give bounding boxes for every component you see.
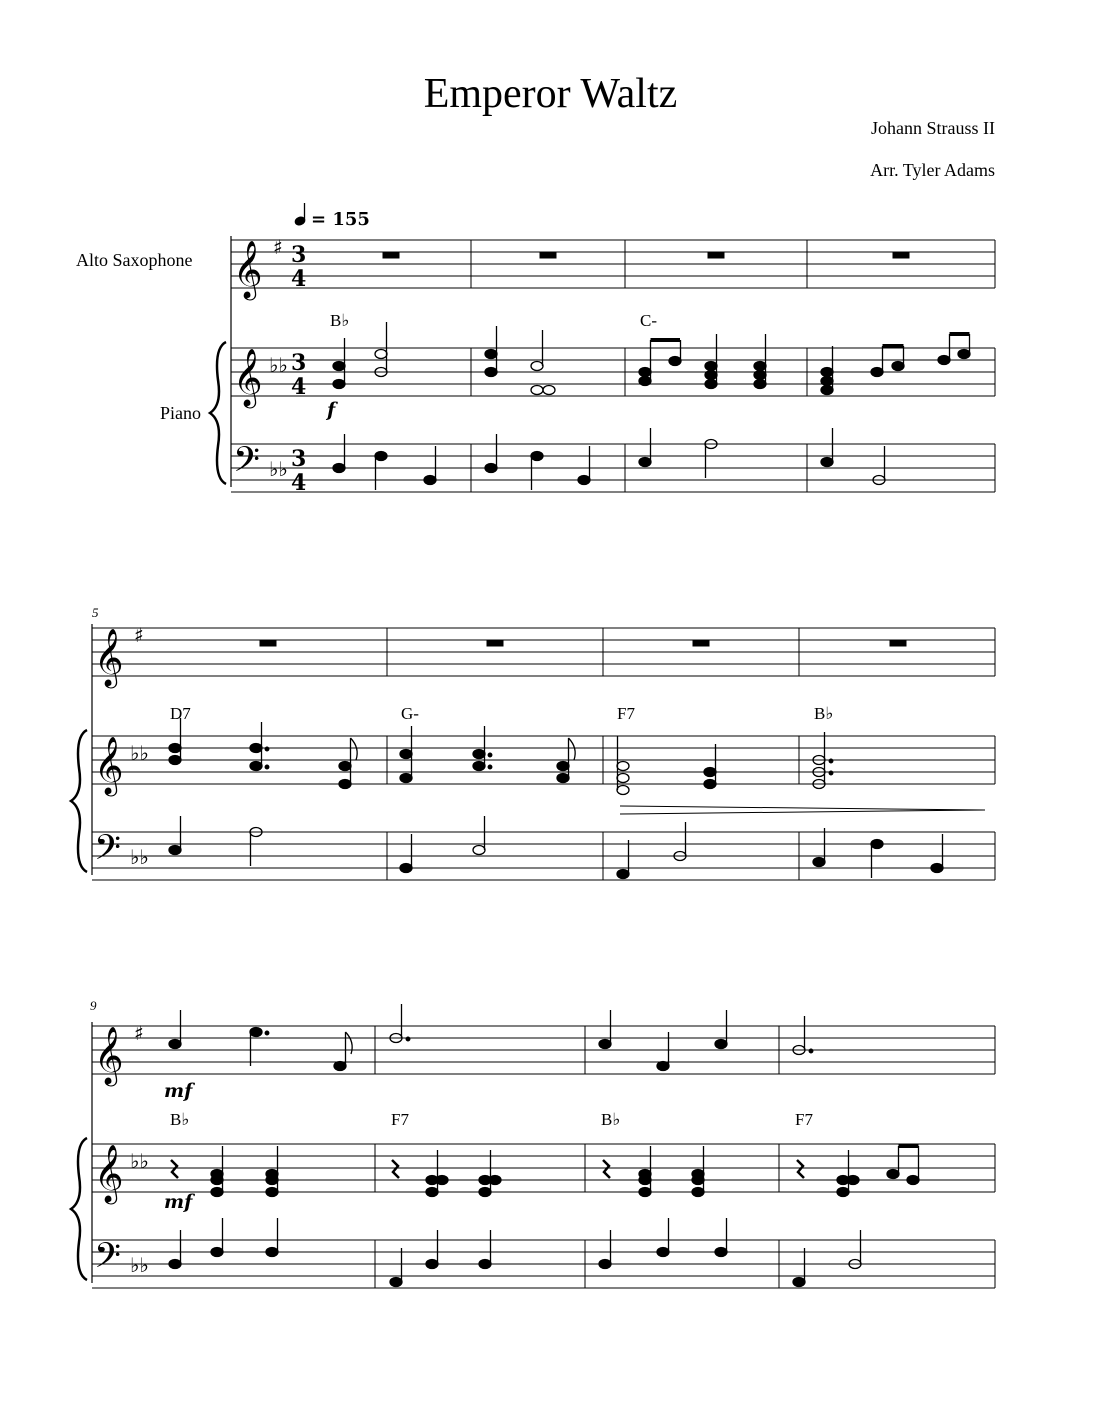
piano-rh-staff-3 — [92, 1144, 995, 1192]
piano-brace — [210, 342, 226, 484]
system-2 — [71, 605, 995, 880]
flat-key-icon: ♭♭ — [130, 1149, 149, 1173]
flat-key-icon: ♭♭ — [269, 353, 288, 377]
bass-clef-icon: 𝄢 — [94, 827, 122, 876]
chord-symbol: C- — [640, 311, 657, 330]
time-sig-num: 3 — [291, 350, 307, 376]
chord-symbol: B♭ — [601, 1110, 621, 1129]
treble-clef-icon: 𝄞 — [233, 240, 263, 298]
flat-key-icon: ♭♭ — [130, 845, 149, 869]
dynamic-marking: mf — [164, 1191, 193, 1213]
sharp-key-icon: ♯ — [134, 623, 144, 647]
whole-rest — [708, 252, 724, 258]
piano-rh-notes-2 — [169, 718, 985, 814]
flat-key-icon: ♭♭ — [130, 741, 149, 765]
measure-number: 9 — [90, 998, 97, 1013]
whole-rest — [540, 252, 556, 258]
flat-key-icon: ♭♭ — [130, 1253, 149, 1277]
treble-clef-icon: 𝄞 — [94, 736, 124, 794]
quarter-rest — [797, 1160, 804, 1178]
sax-staff-3 — [92, 1026, 995, 1074]
sharp-key-icon: ♯ — [273, 235, 283, 259]
piano-lh-staff-2 — [92, 832, 995, 880]
sax-notes-3 — [169, 1004, 813, 1071]
dynamic-marking: mf — [164, 1080, 193, 1102]
treble-clef-icon: 𝄞 — [94, 1144, 124, 1202]
chord-symbol: B♭ — [330, 311, 350, 330]
piano-lh-staff-3 — [92, 1240, 995, 1288]
time-sig-den: 4 — [291, 374, 307, 400]
treble-clef-icon: 𝄞 — [94, 1026, 124, 1084]
piano-brace — [71, 730, 87, 872]
system-1 — [76, 203, 995, 496]
quarter-rest — [171, 1160, 178, 1178]
system-3 — [71, 998, 995, 1288]
tempo-value: = 155 — [311, 209, 370, 230]
instrument-name-sax: Alto Saxophone — [76, 250, 193, 270]
piano-brace — [71, 1138, 87, 1280]
time-sig-num: 3 — [291, 242, 307, 268]
composer-credit: Johann Strauss II — [871, 118, 995, 138]
whole-rest — [383, 252, 399, 258]
bass-clef-icon: 𝄢 — [233, 439, 261, 488]
time-sig-den: 4 — [291, 470, 307, 496]
piano-rh-staff-2 — [92, 736, 995, 784]
whole-rest — [893, 252, 909, 258]
chord-symbol: F7 — [617, 704, 635, 723]
dynamic-marking: f — [327, 399, 336, 421]
sax-staff-2 — [92, 628, 995, 676]
quarter-rest — [603, 1160, 610, 1178]
treble-clef-icon: 𝄞 — [233, 348, 263, 406]
whole-rest — [890, 640, 906, 646]
time-sig-num: 3 — [291, 446, 307, 472]
flat-key-icon: ♭♭ — [269, 457, 288, 481]
chord-symbol: G- — [401, 704, 419, 723]
treble-clef-icon: 𝄞 — [94, 628, 124, 686]
sharp-key-icon: ♯ — [134, 1021, 144, 1045]
piano-rh-notes-3 — [171, 1146, 919, 1197]
measure-number: 5 — [92, 605, 99, 620]
quarter-rest — [392, 1160, 399, 1178]
whole-rest — [487, 640, 503, 646]
time-sig-den: 4 — [291, 266, 307, 292]
score-title: Emperor Waltz — [423, 71, 678, 117]
chord-symbol: D7 — [170, 704, 191, 723]
whole-rest — [260, 640, 276, 646]
chord-symbol: B♭ — [814, 704, 834, 723]
arranger-credit: Arr. Tyler Adams — [870, 160, 995, 180]
piano-lh-notes-2 — [169, 816, 943, 879]
chord-symbol: F7 — [391, 1110, 409, 1129]
chord-symbol: B♭ — [170, 1110, 190, 1129]
tempo-marking — [294, 203, 370, 230]
bass-clef-icon: 𝄢 — [94, 1235, 122, 1284]
whole-rest — [693, 640, 709, 646]
instrument-name-piano: Piano — [160, 403, 202, 423]
sax-staff-1 — [231, 240, 995, 288]
piano-lh-notes-1 — [333, 428, 885, 490]
chord-symbol: F7 — [795, 1110, 813, 1129]
